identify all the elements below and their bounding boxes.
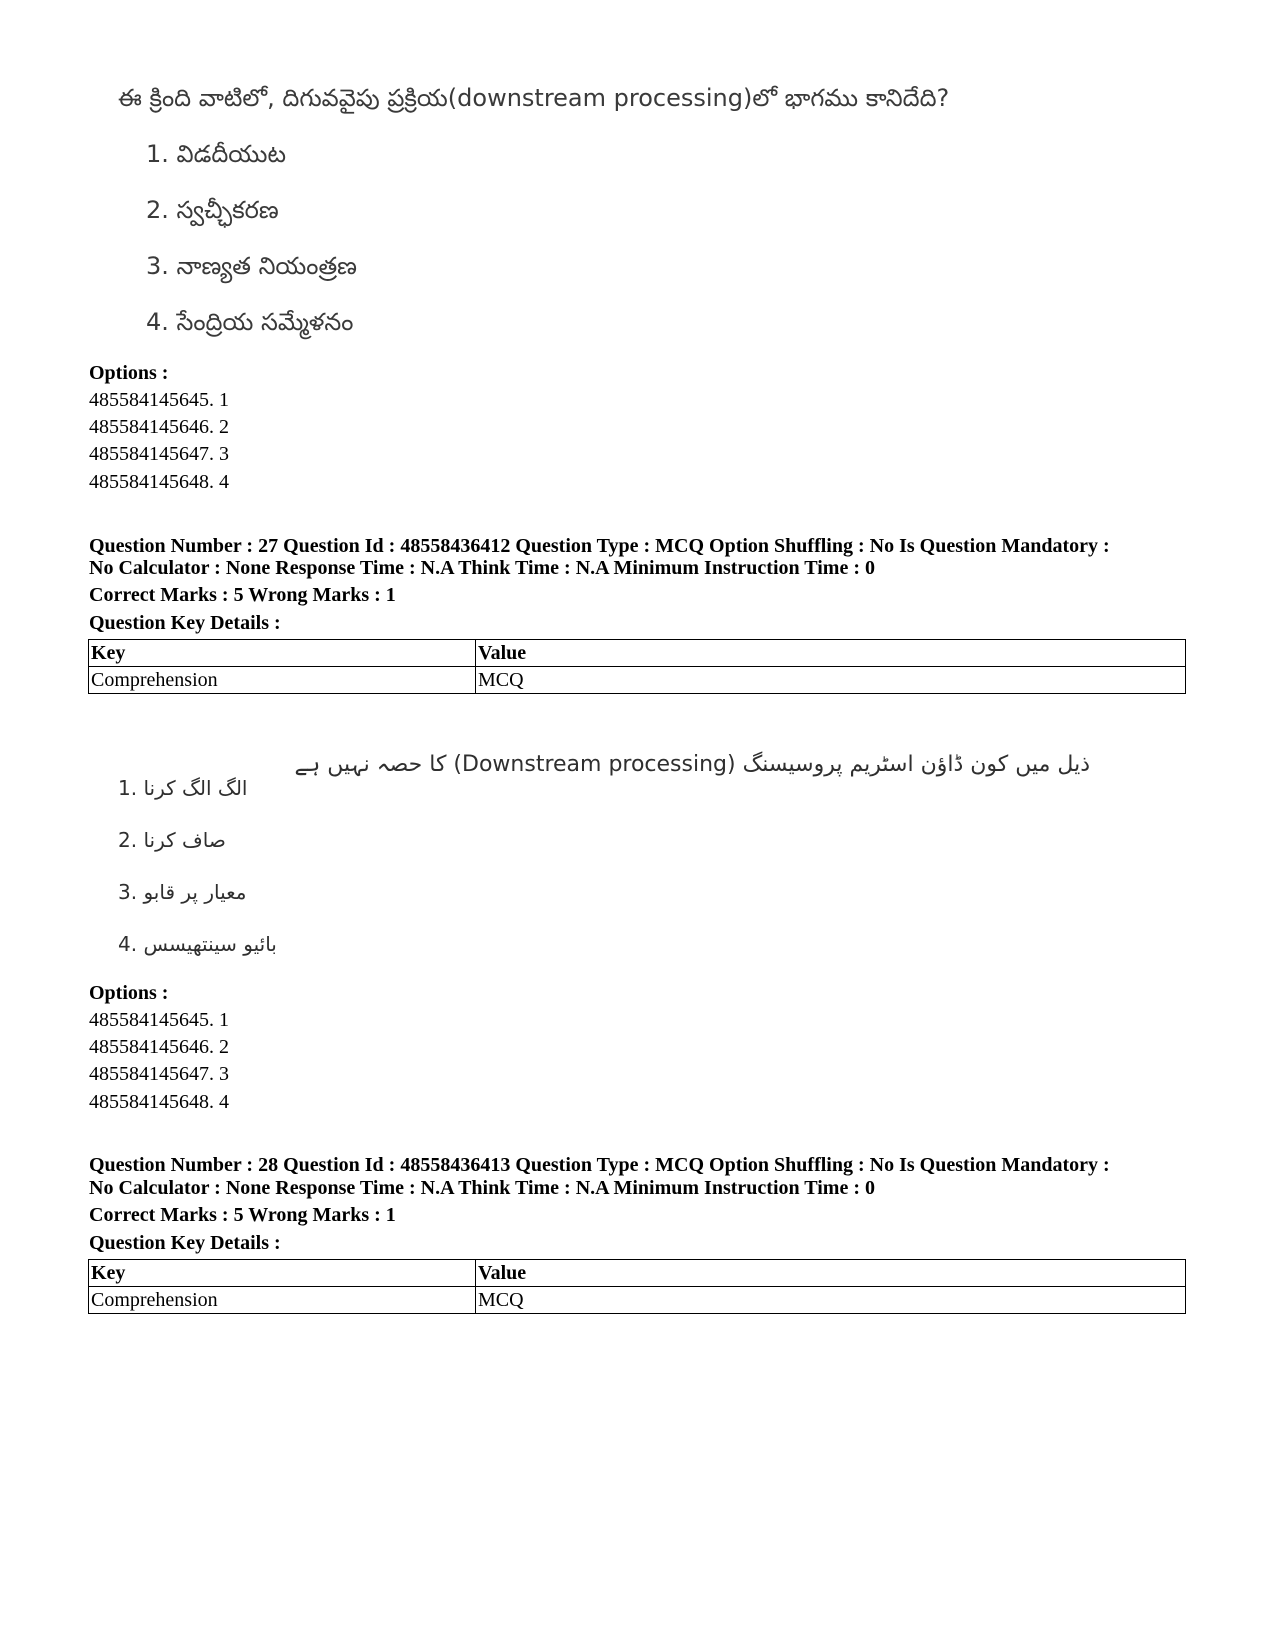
- option-id-3: 485584145647. 3: [89, 1063, 229, 1085]
- question-option-3: 3. معیار پر قابو: [118, 880, 247, 904]
- question-meta-line-2: No Calculator : None Response Time : N.A Think Time : N.A Minimum Instruction Time : 0: [89, 1177, 875, 1199]
- table-header-value: Value: [476, 1260, 1186, 1287]
- urdu-question-image: [100, 748, 1140, 1008]
- table-header-key: Key: [89, 640, 476, 667]
- question-option-4: 4. సేంద్రియ సమ్మేళనం: [146, 308, 354, 336]
- table-cell-key: Comprehension: [89, 667, 476, 694]
- question-marks: Correct Marks : 5 Wrong Marks : 1: [89, 1204, 396, 1226]
- question-key-table: [88, 1259, 1186, 1314]
- question-option-2: 2. స్వచ్ఛీకరణ: [146, 196, 279, 224]
- table-header-row: [89, 1260, 1186, 1287]
- question-option-1: 1. విడదీయుట: [146, 140, 286, 168]
- table-cell-value: MCQ: [476, 1287, 1186, 1314]
- question-marks: Correct Marks : 5 Wrong Marks : 1: [89, 584, 396, 606]
- option-id-3: 485584145647. 3: [89, 443, 229, 465]
- table-row: [89, 667, 1186, 694]
- question-key-table: [88, 639, 1186, 694]
- options-label: Options :: [89, 982, 169, 1004]
- question-option-1: 1. الگ الگ کرنا: [118, 776, 248, 800]
- question-meta-line-1: Question Number : 28 Question Id : 48558436413 Question Type : MCQ Option Shuffling : No Is Question Mandatory :: [89, 1154, 1110, 1176]
- table-header-value: Value: [476, 640, 1186, 667]
- question-key-details-label: Question Key Details :: [89, 1232, 281, 1254]
- question-option-3: 3. నాణ్యత నియంత్రణ: [146, 252, 357, 280]
- option-id-2: 485584145646. 2: [89, 416, 229, 438]
- telugu-question-image: [110, 78, 1010, 358]
- question-option-2: 2. صاف کرنا: [118, 828, 226, 852]
- option-id-1: 485584145645. 1: [89, 1009, 229, 1031]
- question-option-4: 4. بائیو سینتھیسس: [118, 932, 277, 956]
- table-header-key: Key: [89, 1260, 476, 1287]
- table-cell-value: MCQ: [476, 667, 1186, 694]
- option-id-4: 485584145648. 4: [89, 471, 229, 493]
- table-cell-key: Comprehension: [89, 1287, 476, 1314]
- options-label: Options :: [89, 362, 169, 384]
- question-meta-line-2: No Calculator : None Response Time : N.A Think Time : N.A Minimum Instruction Time : 0: [89, 557, 875, 579]
- option-id-4: 485584145648. 4: [89, 1091, 229, 1113]
- table-header-row: [89, 640, 1186, 667]
- option-id-2: 485584145646. 2: [89, 1036, 229, 1058]
- question-meta-line-1: Question Number : 27 Question Id : 48558436412 Question Type : MCQ Option Shuffling : No Is Question Mandatory :: [89, 535, 1110, 557]
- question-stem: ఈ క్రింది వాటిలో, దిగువవైపు ప్రక్రియ(downstream processing)లో భాగము కానిదేది?: [118, 84, 950, 112]
- question-stem: ذیل میں کون ڈاؤن اسٹریم پروسیسنگ (Downstream processing) کا حصہ نہیں ہے: [294, 752, 1090, 777]
- option-id-1: 485584145645. 1: [89, 389, 229, 411]
- question-key-details-label: Question Key Details :: [89, 612, 281, 634]
- table-row: [89, 1287, 1186, 1314]
